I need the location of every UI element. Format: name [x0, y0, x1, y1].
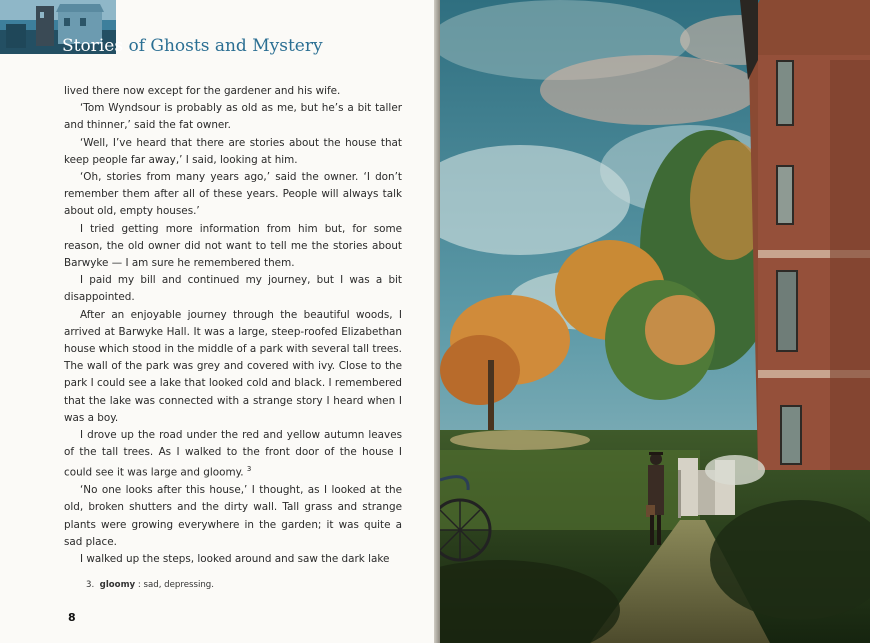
footnote-marker: 3 [246, 465, 252, 474]
paragraph: ‘No one looks after this house,’ I thought, as I looked at the old, broken shutters and the dirty wall. Tall grass and strange plants were growing everywhere in the garden; it was quite a sad place. [64, 484, 402, 548]
title-highlight: Stories [62, 36, 124, 56]
paragraph: I tried getting more information from him but, for some reason, the old owner did not want to tell me the stories about Barwyke — I am sure he remembered them. [64, 222, 402, 270]
page-header [0, 0, 436, 68]
footnote-definition: : sad, depressing. [137, 580, 214, 590]
footnote-number: 3. [86, 580, 95, 590]
paragraph: I paid my bill and continued my journey, but I was a bit disappointed. [64, 274, 402, 304]
paragraph: I walked up the steps, looked around and saw the dark lake [80, 552, 390, 565]
story-text [64, 83, 402, 568]
illustration-page [440, 0, 870, 643]
paragraph: After an enjoyable journey through the beautiful woods, I arrived at Barwyke Hall. It was a large, steep-roofed Elizabethan house which stood in the middle of a park with several tall trees. The wall of the park was grey and covered with ivy. Close to the park I could see a lake that looked cold and black. I remembered that the lake was connected with a strange story I heard when I was a boy. [64, 308, 402, 424]
paragraph: ‘Oh, stories from many years ago,’ said the owner. ‘I don’t remember them after all of these years. People will always talk about old, empty houses.’ [64, 171, 402, 218]
book-series-title [62, 32, 323, 60]
footnote-term: gloomy [99, 580, 136, 590]
page-number: 8 [68, 611, 76, 624]
house-illustration [440, 0, 870, 643]
title-rest: of Ghosts and Mystery [123, 36, 323, 56]
paragraph: ‘Tom Wyndsour is probably as old as me, but he’s a bit taller and thinner,’ said the fat owner. [64, 102, 402, 132]
paragraph-text: I drove up the road under the red and yellow autumn leaves of the tall trees. As I walked to the front door of the house I could see it was large and gloomy. [64, 429, 402, 479]
footnote [86, 580, 214, 590]
paragraph: lived there now except for the gardener and his wife. [64, 85, 341, 97]
paragraph [64, 427, 402, 482]
paragraph: ‘Well, I’ve heard that there are stories about the house that keep people far away,’ I said, looking at him. [64, 136, 402, 166]
